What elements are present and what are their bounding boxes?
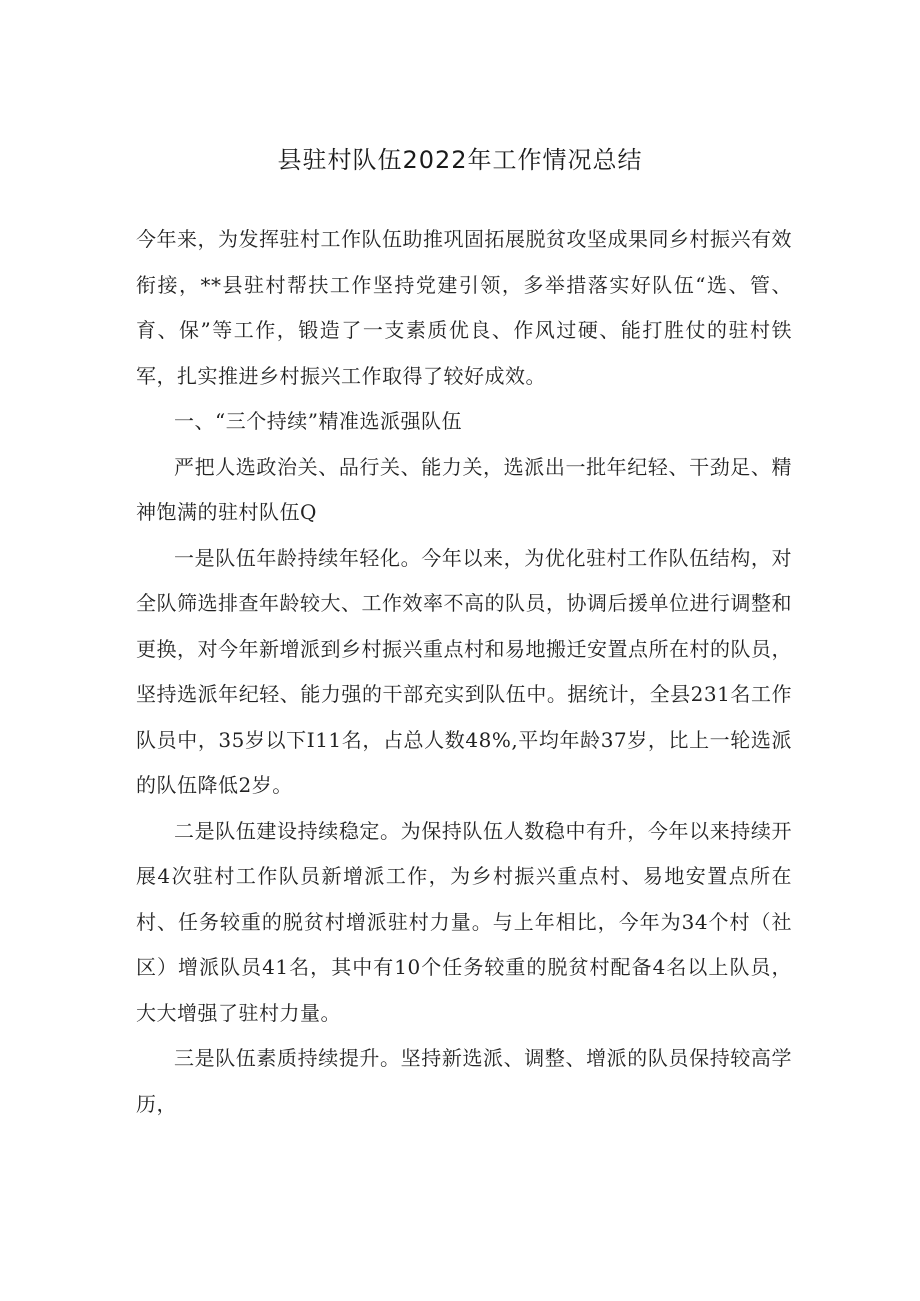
document-body (136, 217, 792, 1127)
document-title: 县驻村队伍2022年工作情况总结 (277, 146, 643, 174)
section-intro-paragraph: 严把人选政治关、品行关、能力关，选派出一批年纪轻、干劲足、精神饱满的驻村队伍Q (136, 454, 792, 524)
point-one-paragraph: 一是队伍年龄持续年轻化。今年以来，为优化驻村工作队伍结构，对全队筛选排查年龄较大、工作效率不高的队员，协调后援单位进行调整和更换，对今年新增派到乡村振兴重点村和易地搬迁安置点所在村的队员，坚持选派年纪轻、能力强的干部充实到队伍中。据统计，全县231名工作队员中，35岁以下I11名，占总人数48%,平均年龄37岁，比上一轮选派的队伍降低2岁。 (136, 545, 792, 797)
intro-paragraph: 今年来，为发挥驻村工作队伍助推巩固拓展脱贫攻坚成果同乡村振兴有效衔接，**县驻村帮扶工作坚持党建引领，多举措落实好队伍“选、管、育、保”等工作，锻造了一支素质优良、作风过硬、能打胜仗的驻村铁军，扎实推进乡村振兴工作取得了较好成效。 (136, 227, 792, 388)
section-heading: 一、“三个持续”精准选派强队伍 (174, 409, 462, 433)
point-two-paragraph: 二是队伍建设持续稳定。为保持队伍人数稳中有升，今年以来持续开展4次驻村工作队员新增派工作，为乡村振兴重点村、易地安置点所在村、任务较重的脱贫村增派驻村力量。与上年相比，今年为34个村（社区）增派队员41名，其中有10个任务较重的脱贫村配备4名以上队员，大大增强了驻村力量。 (136, 818, 792, 1025)
point-three-paragraph: 三是队伍素质持续提升。坚持新选派、调整、增派的队员保持较高学历， (136, 1046, 792, 1116)
